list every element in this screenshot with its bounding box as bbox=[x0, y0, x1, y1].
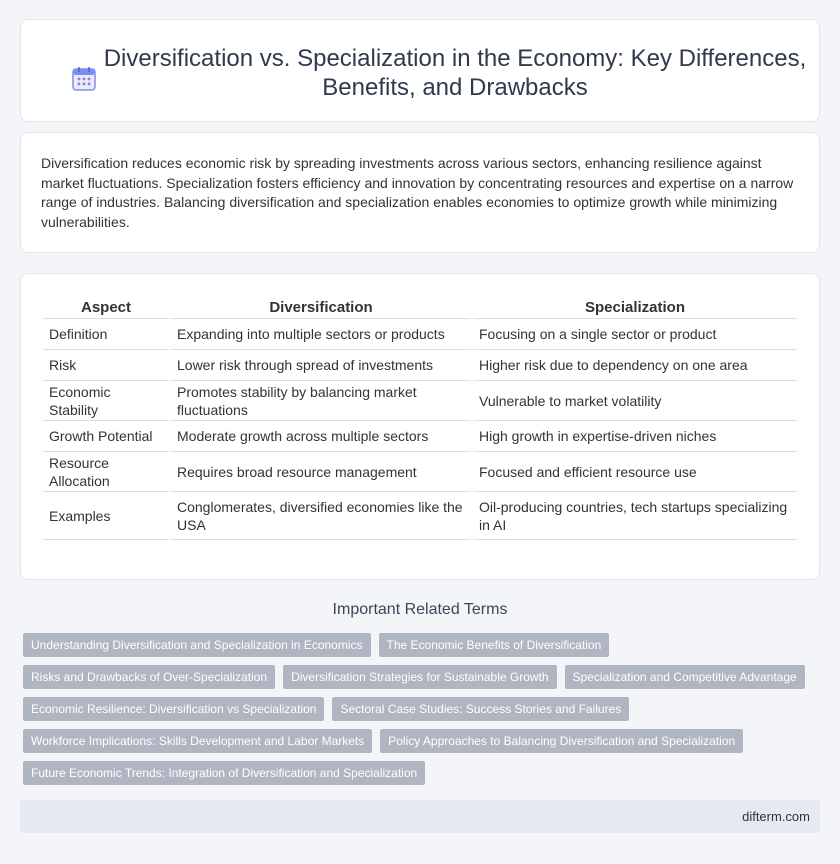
table-cell: Economic Stability bbox=[43, 381, 169, 421]
related-terms-heading: Important Related Terms bbox=[332, 601, 508, 618]
intro-card bbox=[20, 132, 820, 253]
table-cell: Resource Allocation bbox=[43, 452, 169, 492]
table-row bbox=[43, 319, 797, 350]
page-title: Diversification vs. Specialization in the Economy: Key Differences, Benefits, and Drawbacks bbox=[103, 45, 807, 101]
related-term-tag[interactable]: Policy Approaches to Balancing Diversification and Specialization bbox=[380, 729, 743, 753]
title-card bbox=[20, 19, 820, 122]
comparison-table bbox=[41, 295, 799, 540]
table-cell: Risk bbox=[43, 350, 169, 381]
related-term-tag[interactable]: Workforce Implications: Skills Development and Labor Markets bbox=[23, 729, 372, 753]
table-row bbox=[43, 350, 797, 381]
header-specialization: Specialization bbox=[473, 295, 797, 319]
related-term-tag[interactable]: Future Economic Trends: Integration of Diversification and Specialization bbox=[23, 761, 425, 785]
related-term-tag[interactable]: Diversification Strategies for Sustainable Growth bbox=[283, 665, 556, 689]
table-cell: Moderate growth across multiple sectors bbox=[171, 421, 471, 452]
table-cell: Oil-producing countries, tech startups specializing in AI bbox=[473, 492, 797, 540]
table-row bbox=[43, 421, 797, 452]
site-link[interactable]: difterm.com bbox=[742, 809, 810, 824]
header-aspect: Aspect bbox=[43, 295, 169, 319]
related-term-tag[interactable]: Specialization and Competitive Advantage bbox=[565, 665, 805, 689]
table-cell: Conglomerates, diversified economies like the USA bbox=[171, 492, 471, 540]
table-cell: High growth in expertise-driven niches bbox=[473, 421, 797, 452]
table-cell: Growth Potential bbox=[43, 421, 169, 452]
table-row bbox=[43, 452, 797, 492]
intro-paragraph: Diversification reduces economic risk by spreading investments across various sectors, enhancing resilience against market fluctuations. Specialization fosters efficiency and innovation by concentrating resources and expertise on a narrow range of industries. Balancing diversification and specialization enables economies to optimize growth while minimizing vulnerabilities. bbox=[41, 155, 794, 230]
table-cell: Definition bbox=[43, 319, 169, 350]
table-cell: Higher risk due to dependency on one area bbox=[473, 350, 797, 381]
related-term-tag[interactable]: Sectoral Case Studies: Success Stories and Failures bbox=[332, 697, 629, 721]
related-term-tag[interactable]: The Economic Benefits of Diversification bbox=[379, 633, 610, 657]
table-cell: Vulnerable to market volatility bbox=[473, 381, 797, 421]
related-term-tag[interactable]: Economic Resilience: Diversification vs Specialization bbox=[23, 697, 324, 721]
related-term-tag[interactable]: Risks and Drawbacks of Over-Specialization bbox=[23, 665, 275, 689]
header-diversification: Diversification bbox=[171, 295, 471, 319]
table-header-row bbox=[43, 295, 797, 319]
table-cell: Promotes stability by balancing market fluctuations bbox=[171, 381, 471, 421]
footer-bar bbox=[20, 800, 820, 833]
table-cell: Requires broad resource management bbox=[171, 452, 471, 492]
related-term-tag[interactable]: Understanding Diversification and Specialization in Economics bbox=[23, 633, 371, 657]
comparison-card bbox=[20, 273, 820, 580]
table-cell: Lower risk through spread of investments bbox=[171, 350, 471, 381]
table-cell: Examples bbox=[43, 492, 169, 540]
table-row bbox=[43, 492, 797, 540]
table-row bbox=[43, 381, 797, 421]
table-cell: Expanding into multiple sectors or products bbox=[171, 319, 471, 350]
calendar-icon bbox=[71, 66, 97, 92]
related-terms-list bbox=[23, 633, 813, 793]
table-cell: Focused and efficient resource use bbox=[473, 452, 797, 492]
table-cell: Focusing on a single sector or product bbox=[473, 319, 797, 350]
